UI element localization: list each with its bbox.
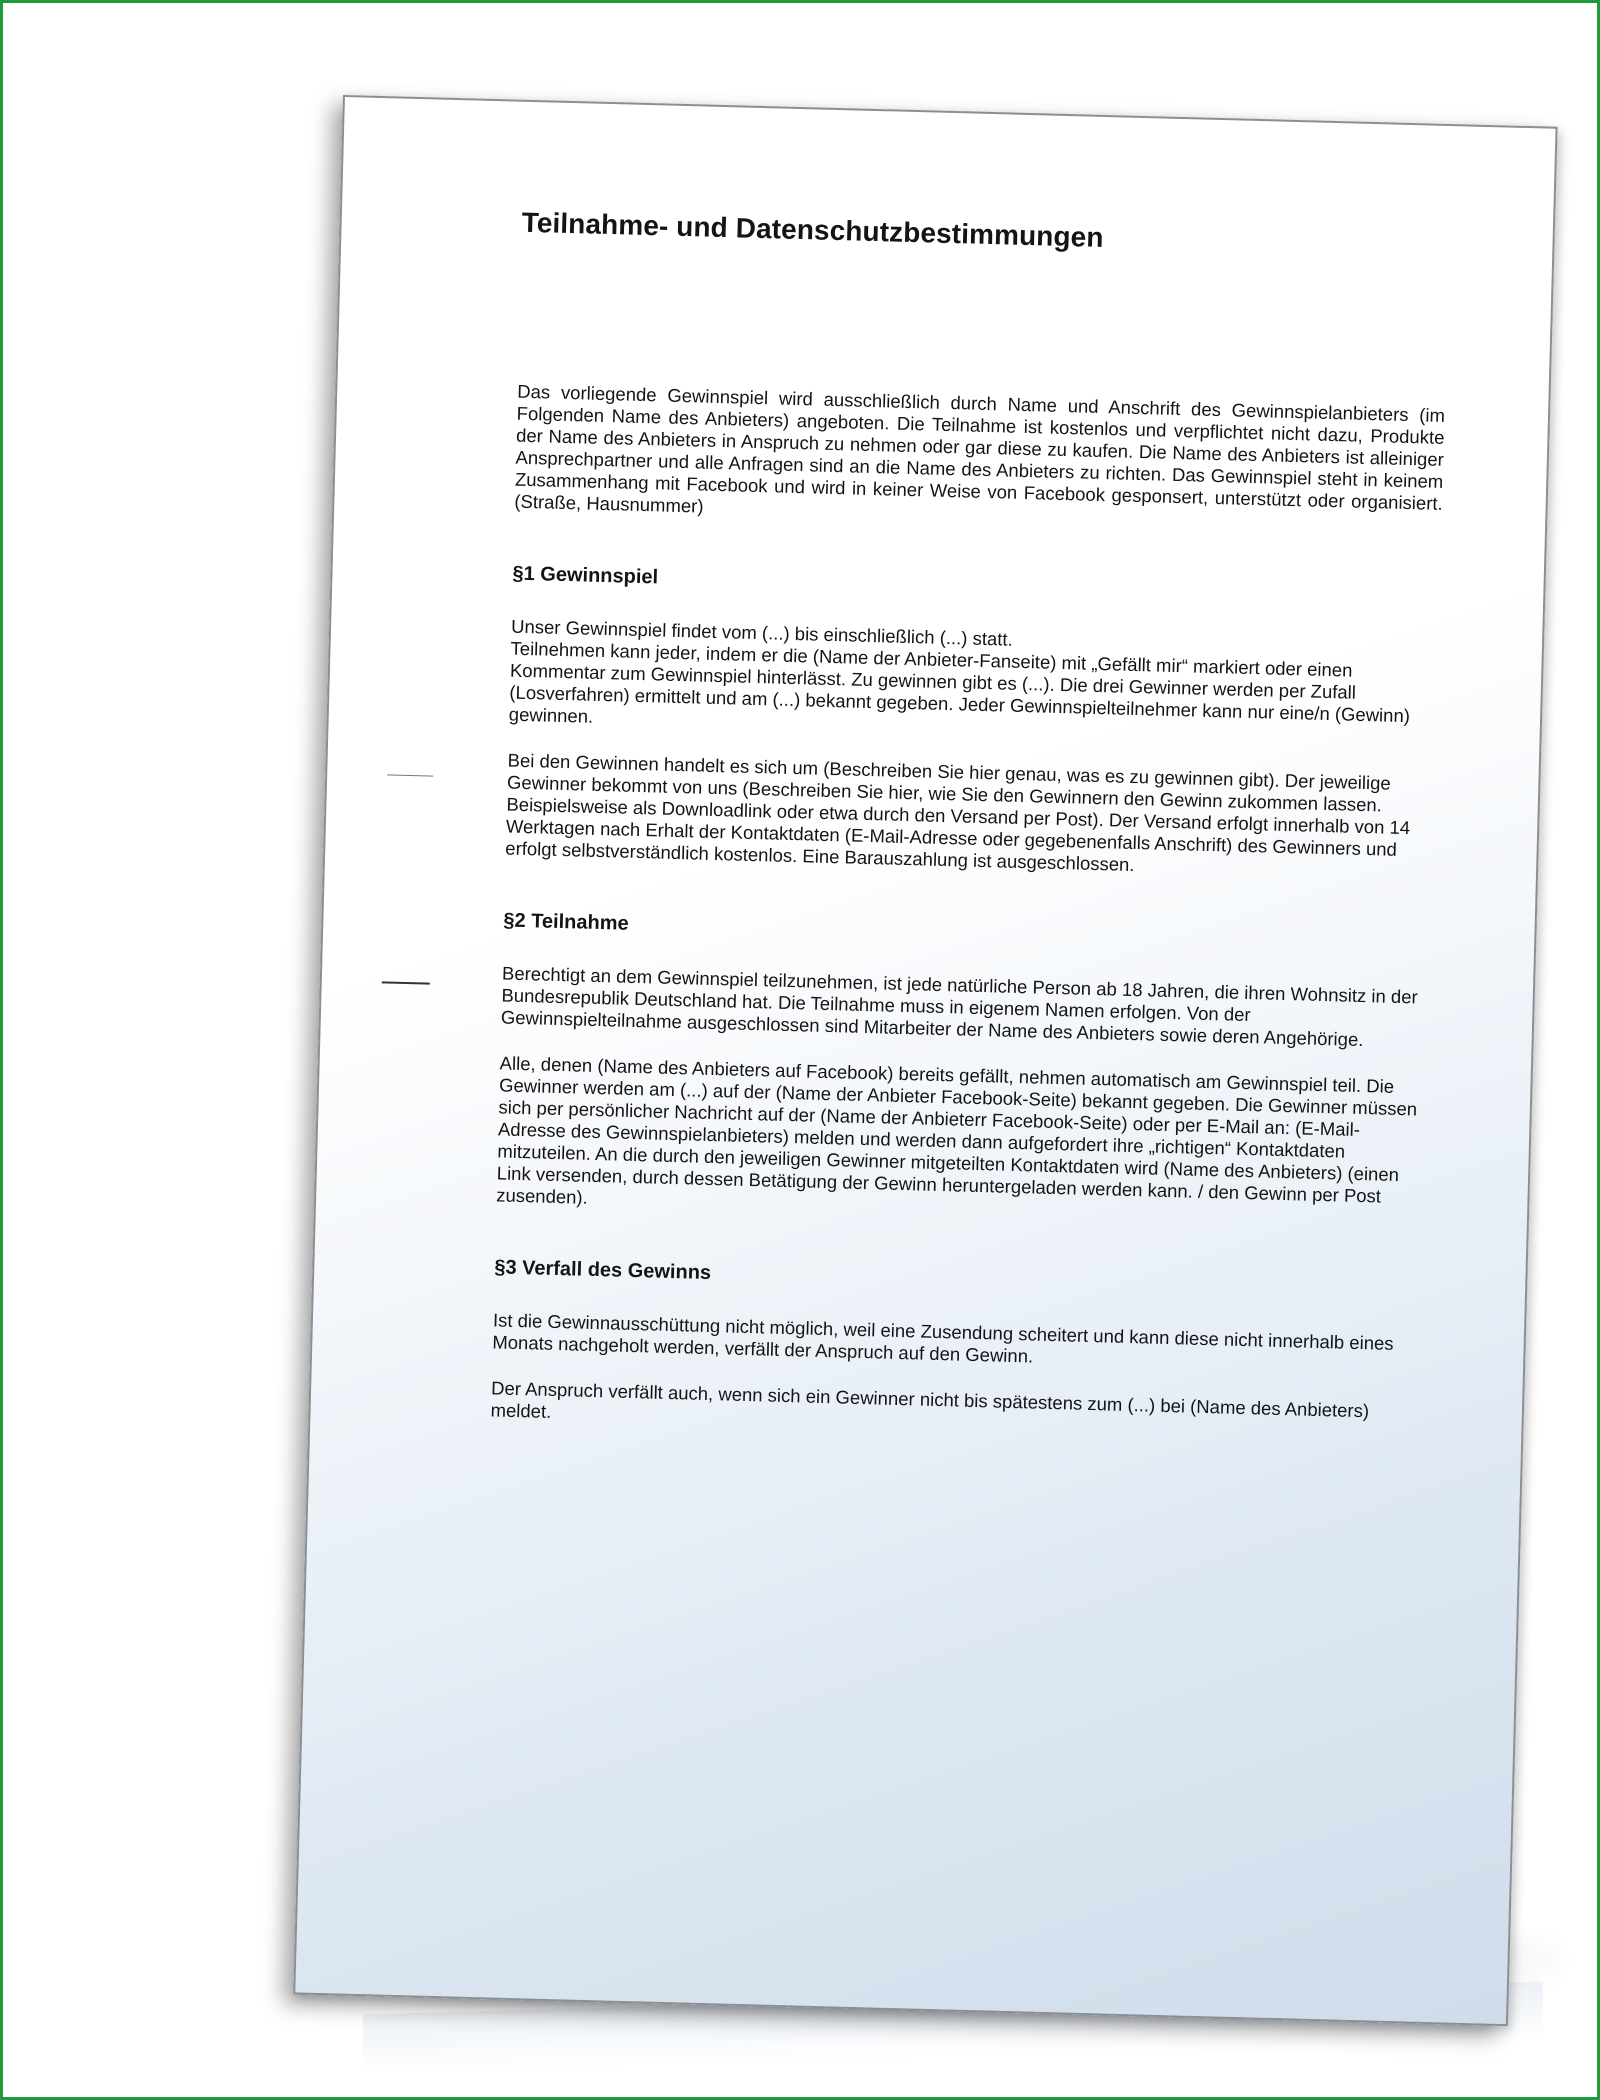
- section-paragraph: Bei den Gewinnen handelt es sich um (Beschreiben Sie hier genau, was es zu gewinnen gibt). Der jeweilige Gewinner bekommt von uns (Beschreiben Sie hier, wie Sie den Gewinnern den Gewinn zukommen lassen. Beispielsweise als Downloadlink oder etwa durch den Versand per Post). Der Versand erfolgt innerhalb von 14 Werktagen nach Erhalt der Kontaktdaten (E-Mail-Adresse oder gegebenenfalls Anschrift) des Gewinners und erfolgt selbstverständlich kostenlos. Eine Barauszahlung ist ausgeschlossen.: [505, 749, 1411, 875]
- document-title: Teilnahme- und Datenschutzbestimmungen: [521, 206, 1104, 253]
- fold-mark-middle: [382, 981, 430, 984]
- section-paragraph: Alle, denen (Name des Anbieters auf Facebook) bereits gefällt, nehmen automatisch am Gewinnspiel teil. Die Gewinner werden am (...) auf der (Name der Anbieter Facebook-Seite) bekannt gegeben. Die Gewinner müssen sich per persönlicher Nachricht auf der (Name der Anbieterr Facebook-Seite) oder per E-Mail an: (E-Mail-Adresse des Gewinnspielanbieters) melden und werden dann aufgefordert ihre „richtigen“ Kontaktdaten mitzuteilen. An die durch den jeweiligen Gewinner mitgeteilten Kontaktdaten wird (Name des Anbieters) (einen Link versenden, durch dessen Betätigung der Gewinn heruntergeladen werden kann. / den Gewinn per Post zusenden).: [495, 1052, 1418, 1208]
- section-paragraph: Ist die Gewinnausschüttung nicht möglich, weil eine Zusendung scheitert und kann diese nicht innerhalb eines Monats nachgeholt werden, verfällt der Anspruch auf den Gewinn.: [492, 1309, 1394, 1367]
- intro-paragraph: Das vorliegende Gewinnspiel wird ausschließlich durch Name und Anschrift des Gewinnspielanbieters (im Folgenden Name des Anbieters) angeboten. Die Teilnahme ist kostenlos und verpflichtet nicht dazu, Produkte der Name des Anbieters in Anspruch zu nehmen oder gar diese zu kaufen. Die Name des Anbieters ist alleiniger Ansprechpartner und alle Anfragen sind an die Name des Anbieters zu richten. Das Gewinnspiel steht in keinem Zusammenhang mit Facebook und wird in keiner Weise von Facebook gesponsert, unterstützt oder organisiert. (Straße, Hausnummer): [514, 380, 1446, 517]
- section-paragraph: Berechtigt an dem Gewinnspiel teilzunehmen, ist jede natürliche Person ab 18 Jahren, die ihren Wohnsitz in der Bundesrepublik Deutschland hat. Die Teilnahme muss in eigenem Namen erfolgen. Von der Gewinnspielteilnahme ausgeschlossen sind Mitarbeiter der Name des Anbieters sowie deren Angehörige.: [500, 962, 1418, 1051]
- section-heading-teilnahme: §2 Teilnahme: [503, 909, 629, 935]
- section-paragraph: Der Anspruch verfällt auch, wenn sich ein Gewinner nicht bis spätestens zum (...) bei (Name des Anbieters) meldet.: [490, 1377, 1370, 1422]
- section-heading-gewinnspiel: §1 Gewinnspiel: [512, 562, 659, 589]
- section-paragraph: Unser Gewinnspiel findet vom (...) bis einschließlich (...) statt. Teilnehmen kann jeder, indem er die (Name der Anbieter-Fanseite) mit „Gefällt mir“ markiert oder einen Kommentar zum Gewinnspiel hinterlässt. Zu gewinnen gibt es (...). Die drei Gewinner werden per Zufall (Losverfahren) ermittelt und am (...) bekannt gegeben. Jeder Gewinnspielteilnehmer kann nur eine/n (Gewinn) gewinnen.: [508, 615, 1411, 727]
- section-heading-verfall: §3 Verfall des Gewinns: [494, 1256, 712, 1285]
- document-content: [490, 207, 1449, 1446]
- document-page: [293, 95, 1557, 2026]
- fold-mark-top: [387, 774, 433, 776]
